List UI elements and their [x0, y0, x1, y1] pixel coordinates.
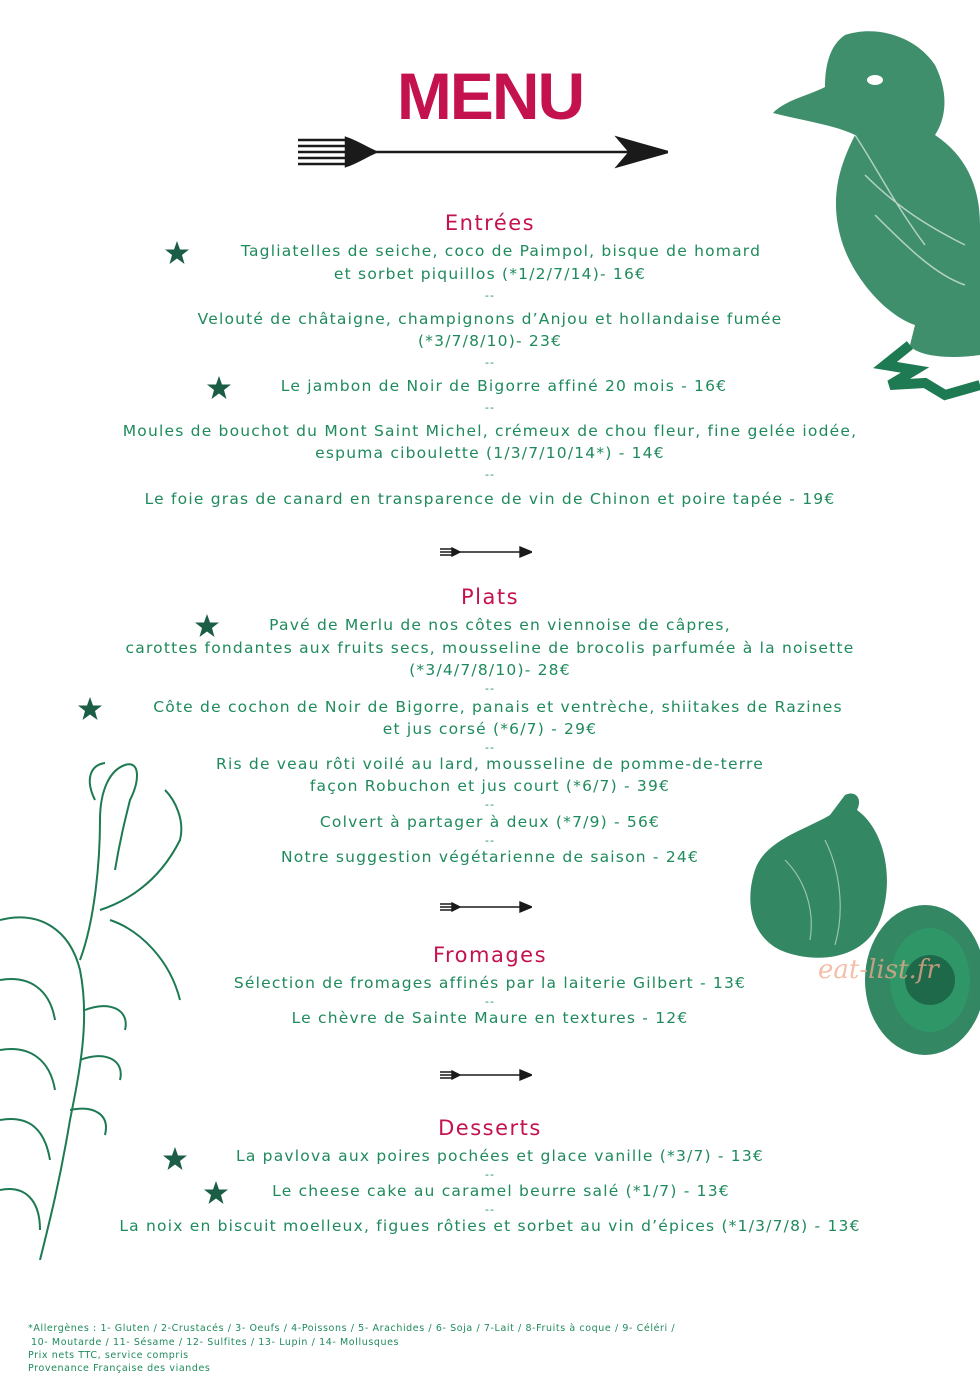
allergens-note: 10- Moutarde / 11- Sésame / 12- Sulfites / 13- Lupin / 14- Mollusques — [31, 1337, 400, 1348]
menu-item-line: façon Robuchon et jus court (*6/7) - 39€ — [309, 777, 671, 795]
fork-arrow-icon — [296, 130, 668, 172]
menu-item-line: Tagliatelles de seiche, coco de Paimpol, bisque de homard — [240, 242, 762, 260]
section-title-fromages: Fromages — [432, 943, 548, 967]
fork-arrow-icon — [440, 545, 532, 559]
menu-item-line: La pavlova aux poires pochées et glace vanille (*3/7) - 13€ — [236, 1147, 764, 1165]
separator: -- — [485, 468, 495, 481]
menu-item-line: Le chèvre de Sainte Maure en textures - 12€ — [291, 1009, 689, 1027]
prices-note: Prix nets TTC, service compris — [28, 1350, 189, 1361]
menu-item-line: Moules de bouchot du Mont Saint Michel, crémeux de chou fleur, fine gelée iodée, — [122, 422, 858, 440]
section-title-desserts: Desserts — [438, 1116, 542, 1140]
menu-item-line: et sorbet piquillos (*1/2/7/14)- 16€ — [333, 265, 647, 283]
separator: -- — [485, 834, 495, 847]
menu-item-line: Le jambon de Noir de Bigorre affiné 20 mois - 16€ — [280, 377, 728, 395]
separator: -- — [485, 1168, 495, 1181]
menu-item-line: La noix en biscuit moelleux, figues rôties et sorbet au vin d’épices (*1/3/7/8) - 13€ — [119, 1217, 861, 1235]
allergens-note: *Allergènes : 1- Gluten / 2-Crustacés / 3- Oeufs / 4-Poissons / 5- Arachides / 6- Soja / 7-Lait / 8-Fruits à coque / 9- Céléri / — [28, 1323, 676, 1334]
menu-item-line: Notre suggestion végétarienne de saison - 24€ — [280, 848, 700, 866]
section-title-plats: Plats — [460, 585, 520, 609]
menu-item-line: (*3/4/7/8/10)- 28€ — [409, 661, 571, 679]
separator: -- — [485, 289, 495, 302]
menu-item-line: Sélection de fromages affinés par la laiterie Gilbert - 13€ — [233, 974, 747, 992]
menu-item-line: Le foie gras de canard en transparence de vin de Chinon et poire tapée - 19€ — [144, 490, 836, 508]
menu-item-line: Pavé de Merlu de nos côtes en viennoise de câpres, — [269, 616, 731, 634]
separator: -- — [485, 995, 495, 1008]
menu-item-line: (*3/7/8/10)- 23€ — [417, 332, 563, 350]
separator: -- — [485, 741, 495, 754]
separator: -- — [485, 401, 495, 414]
origin-note: Provenance Française des viandes — [28, 1363, 211, 1374]
menu-title: MENU — [396, 59, 584, 133]
section-title-entrees: Entrées — [444, 211, 536, 235]
separator: -- — [485, 682, 495, 695]
separator: -- — [485, 1203, 495, 1216]
separator: -- — [485, 356, 495, 369]
menu-item-line: espuma ciboulette (1/3/7/10/14*) - 14€ — [315, 444, 665, 462]
menu-item-line: et jus corsé (*6/7) - 29€ — [382, 720, 598, 738]
fork-arrow-icon — [440, 1068, 532, 1082]
menu-item-line: Le cheese cake au caramel beurre salé (*1/7) - 13€ — [272, 1182, 730, 1200]
fork-arrow-icon — [440, 900, 532, 914]
menu-item-line: Velouté de châtaigne, champignons d’Anjou et hollandaise fumée — [197, 310, 783, 328]
menu-item-line: Côte de cochon de Noir de Bigorre, panais et ventrèche, shiitakes de Razines — [153, 698, 843, 716]
separator: -- — [485, 798, 495, 811]
menu-item-line: Colvert à partager à deux (*7/9) - 56€ — [319, 813, 661, 831]
watermark: eat-list.fr — [818, 955, 939, 985]
menu-item-line: carottes fondantes aux fruits secs, mousseline de brocolis parfumée à la noisette — [125, 639, 855, 657]
menu-item-line: Ris de veau rôti voilé au lard, mousseline de pomme-de-terre — [216, 755, 764, 773]
